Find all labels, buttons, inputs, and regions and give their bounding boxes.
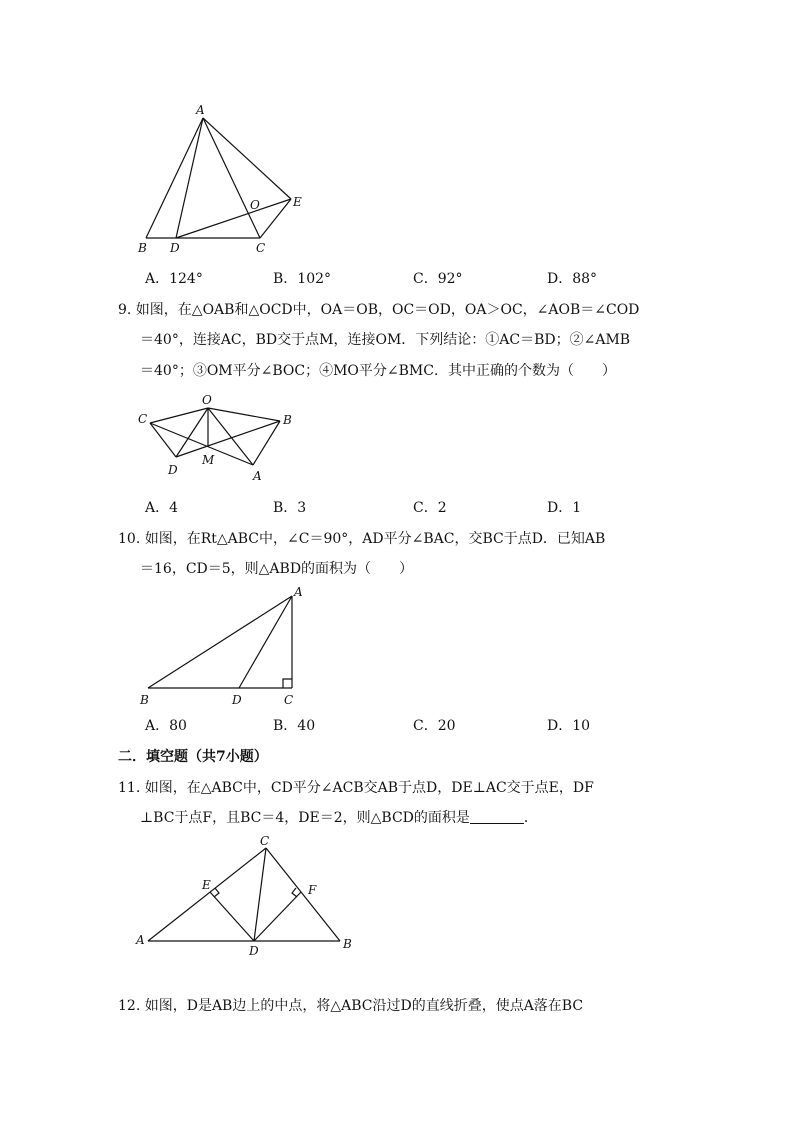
q12-line-1: 12. 如图，D是AB边上的中点，将△ABC沿过D的直线折叠，使点A落在BC [118,998,584,1014]
q11-label-b: B [343,937,352,951]
q11-line-1: 11. 如图，在△ABC中，CD平分∠ACB交AB于点D，DE⊥AC交于点E，DF [118,780,594,796]
q9-label-b: B [283,413,292,427]
q9-line-1: 9. 如图，在△OAB和△OCD中，OA＝OB，OC＝OD，OA＞OC，∠AOB＝∠COD [118,302,640,318]
q8-option-c: C．92° [413,271,463,287]
q9-figure [132,392,302,488]
q10-line-2: ＝16，CD＝5，则△ABD的面积为（ ） [140,561,414,577]
q10-label-c: C [284,693,294,707]
q11-answer-blank[interactable] [470,809,524,824]
q9-label-a: A [253,469,262,483]
q10-label-b: B [140,693,149,707]
q9-label-c: C [138,412,148,426]
q8-label-e: E [293,195,302,209]
q11-label-d: D [249,944,259,958]
q9-label-o: O [202,393,212,407]
q11-label-c: C [260,834,270,848]
q8-label-c: C [256,241,266,255]
q9-line-3: ＝40°；③OM平分∠BOC；④MO平分∠BMC．其中正确的个数为（ ） [140,363,616,379]
q8-option-b: B．102° [273,271,332,287]
q10-option-d: D．10 [547,718,591,734]
q8-label-o: O [250,198,260,212]
q8-label-b: B [138,241,147,255]
q11-line-2-text: ⊥BC于点F，且BC＝4，DE＝2，则△BCD的面积是 [140,810,470,826]
section-title-fill-in: 二．填空题（共7小题） [118,749,268,765]
q9-option-c: C．2 [413,500,447,516]
q11-line-2 [140,808,538,828]
q9-label-m: M [202,453,215,467]
q10-figure [132,584,322,712]
q10-label-a: A [294,585,303,599]
q9-line-2: ＝40°，连接AC，BD交于点M，连接OM．下列结论：①AC＝BD；②∠AMB [140,332,631,348]
q9-option-a: A．4 [145,500,179,516]
q9-label-d: D [168,463,178,477]
q10-line-1: 10. 如图，在Rt△ABC中，∠C＝90°，AD平分∠BAC，交BC于点D．已知AB [118,531,606,547]
q10-option-a: A．80 [145,718,187,734]
q8-option-d: D．88° [547,271,598,287]
q10-option-b: B．40 [273,718,316,734]
q11-label-a: A [136,933,145,947]
q9-option-b: B．3 [273,500,307,516]
q8-label-a: A [196,103,205,117]
q10-label-d: D [232,693,242,707]
q11-line-2-end: ． [523,810,538,826]
q11-label-f: F [308,883,317,897]
q10-option-c: C．20 [413,718,456,734]
q8-option-a: A．124° [145,271,203,287]
q8-label-d: D [170,241,180,255]
q11-figure [130,833,360,961]
q11-label-e: E [202,878,211,892]
q9-option-d: D．1 [547,500,582,516]
q8-figure [130,100,320,260]
